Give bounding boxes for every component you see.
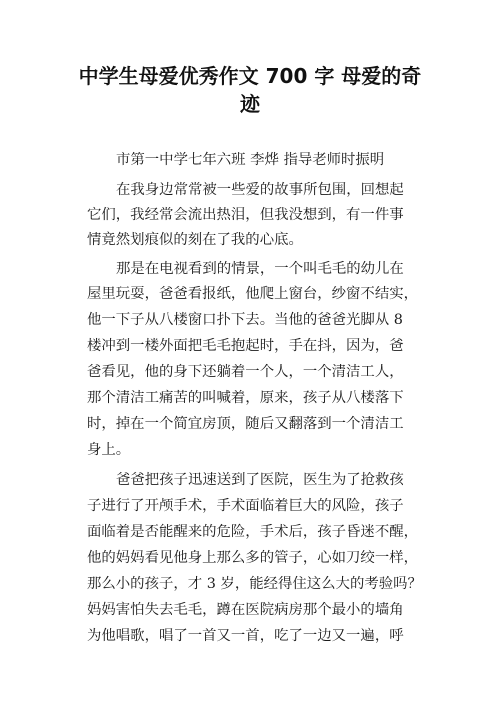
body-line: 身上。 (87, 442, 131, 458)
body-line: 情竟然划痕似的刻在了我的心底。 (87, 232, 303, 248)
byline: 市第一中学七年六班 李烨 指导老师时振明 (116, 152, 385, 168)
body-line: 面临着是否能醒来的危险，手术后，孩子昏迷不醒， (87, 524, 418, 540)
body-line: 在我身边常常被一些爱的故事所包围，回想起 (116, 182, 404, 198)
body-line: 子进行了开颅手术，手术面临着巨大的风险，孩子 (87, 498, 404, 514)
body-line: 爸看见，他的身下还躺着一个人，一个清洁工人， (87, 364, 404, 380)
body-line: 它们，我经常会流出热泪，但我没想到，有一件事 (87, 207, 404, 223)
body-line: 妈妈害怕失去毛毛，蹲在医院病房那个最小的墙角 (87, 602, 404, 618)
document-title: 中学生母爱优秀作文 700 字 母爱的奇 (78, 64, 422, 88)
body-line: 时，掉在一个简宜房顶，随后又翻落到一个清洁工 (87, 416, 404, 432)
body-line: 他一下子从八楼窗口扑下去。当他的爸爸光脚从 8 (87, 312, 403, 328)
body-line: 爸爸把孩子迅速送到了医院，医生为了抢救孩 (116, 472, 404, 488)
body-line: 为他唱歌，唱了一首又一首，吃了一边又一遍，呼 (87, 628, 404, 644)
body-line: 屋里玩耍，爸爸看报纸，他爬上窗台，纱窗不结实， (87, 286, 418, 302)
document-title-continued: 迹 (240, 92, 260, 116)
body-line: 那么小的孩子，才 3 岁，能经得住这么大的考验吗？ (87, 576, 422, 592)
body-line: 楼冲到一楼外面把毛毛抱起时，手在抖，因为，爸 (87, 338, 404, 354)
body-line: 那个清洁工痛苦的叫喊着，原来，孩子从八楼落下 (87, 390, 404, 406)
body-line: 那是在电视看到的情景，一个叫毛毛的幼儿在 (116, 261, 404, 277)
body-line: 他的妈妈看见他身上那么多的管子，心如刀绞一样， (87, 550, 418, 566)
